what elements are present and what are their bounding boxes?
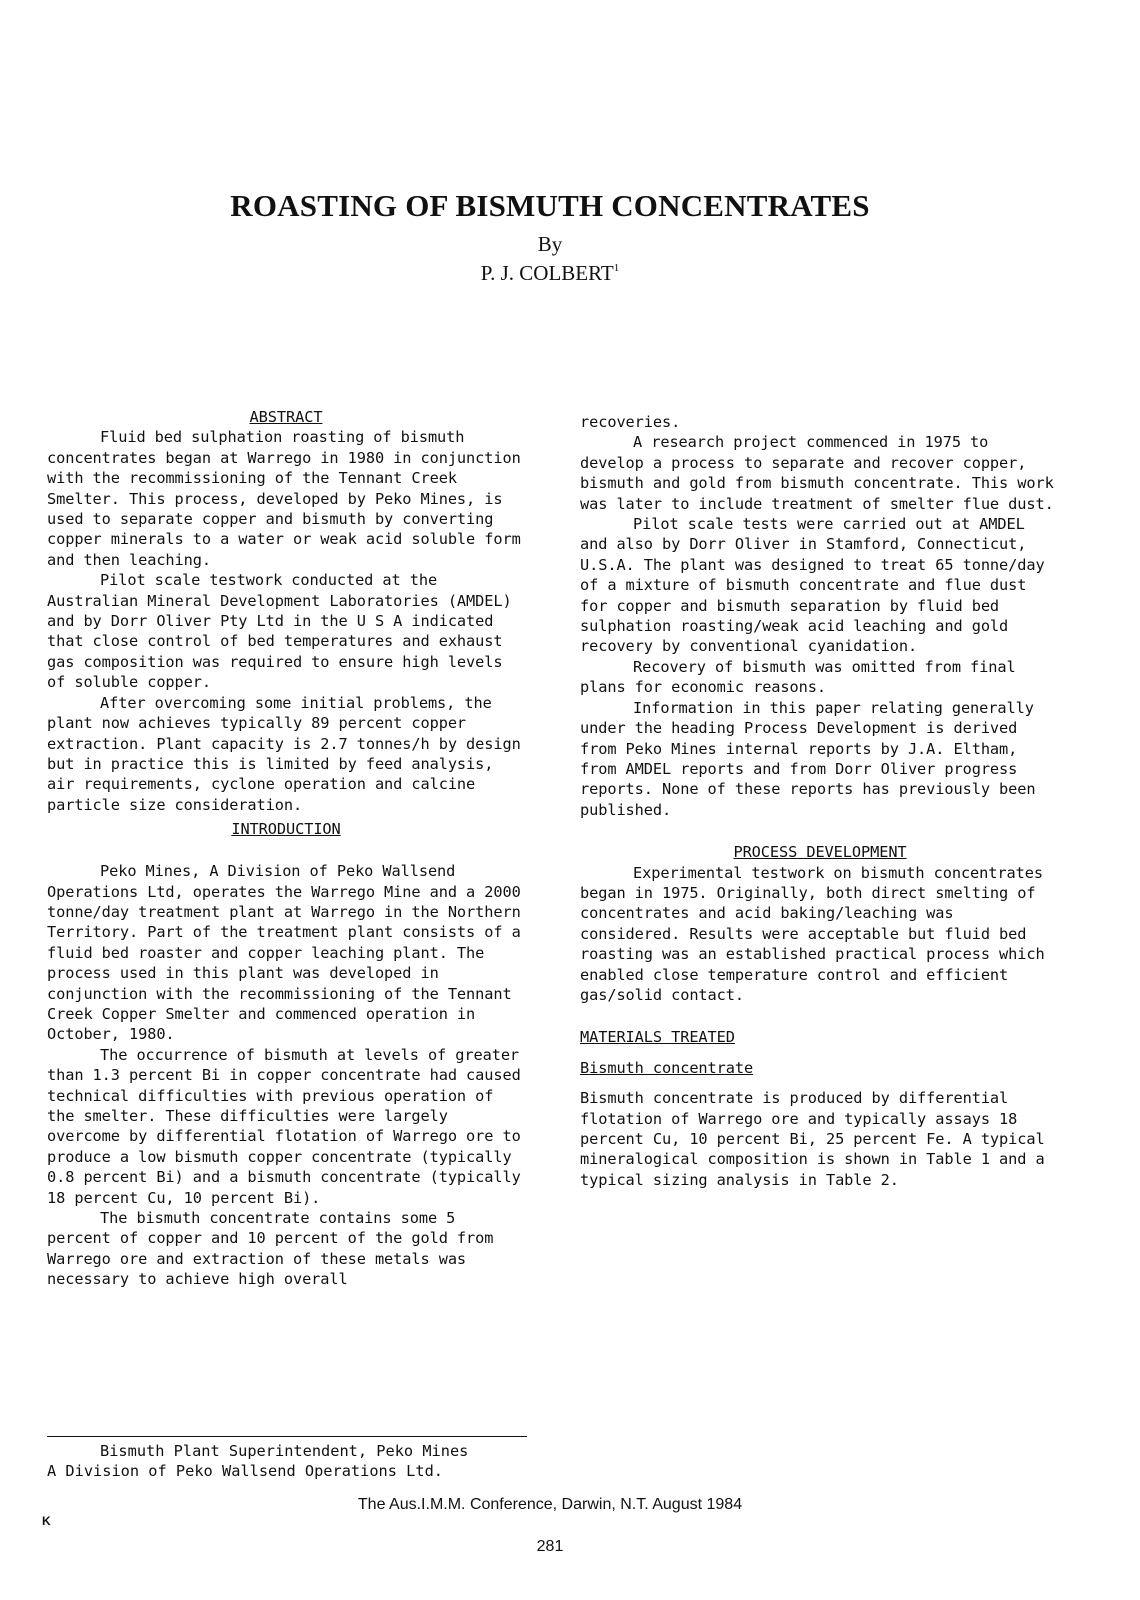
materials-treated-paragraph: Bismuth concentrate is produced by differential flotation of Warrego ore and typically assays 18 percent Cu, 10 percent Bi, 25 percent Fe. A typical mineralogical composition is shown in Table 1 and a typical sizing analysis in Table 2. [580, 1089, 1045, 1189]
materials-treated-heading: MATERIALS TREATED [580, 1028, 735, 1047]
conference-footer: The Aus.I.M.M. Conference, Darwin, N.T. August 1984 [357, 1496, 743, 1513]
introduction-paragraph: The bismuth concentrate contains some 5 percent of copper and 10 percent of the gold from Warrego ore and extraction of these metals was necessary to achieve high overall [47, 1209, 494, 1289]
introduction-paragraph: Pilot scale tests were carried out at AMDEL and also by Dorr Oliver in Stamford, Connecticut, U.S.A. The plant was designed to treat 65 tonne/day of a mixture of bismuth concentrate and flue dust for copper and bismuth separation by fluid bed sulphation roasting/weak acid leaching and gold recovery by conventional cyanidation. [580, 515, 1045, 656]
introduction-paragraph: Recovery of bismuth was omitted from final plans for economic reasons. [580, 657, 1016, 697]
footnote-line: A Division of Peko Wallsend Operations Ltd. [47, 1462, 444, 1481]
introduction-paragraph: A research project commenced in 1975 to develop a process to separate and recover copper, bismuth and gold from bismuth concentrate. This work was later to include treatment of smelter flue dust. [580, 433, 1054, 513]
page-number: 281 [536, 1538, 564, 1555]
introduction-paragraph: Peko Mines, A Division of Peko Wallsend Operations Ltd, operates the Warrego Mine and a 2000 tonne/day treatment plant at Warrego in the Northern Territory. Part of the treatment plant consists of a fluid bed roaster and copper leaching plant. The process used in this plant was developed in conjunction with the recommissioning of the Tennant Creek Copper Smelter and commenced operation in October, 1980. [47, 862, 521, 1044]
bismuth-concentrate-subheading: Bismuth concentrate [580, 1058, 754, 1077]
author-footnote [47, 1436, 527, 1482]
process-development-heading: PROCESS DEVELOPMENT [733, 843, 907, 862]
right-column [580, 412, 1060, 1190]
author-name [0, 261, 1100, 286]
process-development-paragraph: Experimental testwork on bismuth concentrates began in 1975. Originally, both direct smelting of concentrates and acid baking/leaching was considered. Results were acceptable but fluid bed roasting was an established practical process which enabled close temperature control and efficient gas/solid contact. [580, 863, 1045, 1004]
footnote-line: Bismuth Plant Superintendent, Peko Mines [100, 1442, 469, 1460]
introduction-paragraph: Information in this paper relating generally under the heading Process Development is derived from Peko Mines internal reports by J.A. Eltham, from AMDEL reports and from Dorr Oliver progress reports. None of these reports has previously been published. [580, 698, 1036, 819]
paper-title: ROASTING OF BISMUTH CONCENTRATES [230, 188, 870, 223]
abstract-paragraph: After overcoming some initial problems, the plant now achieves typically 89 percent copper extraction. Plant capacity is 2.7 tonnes/h by design but in practice this is limited by feed analysis, air requirements, cyclone operation and calcine particle size consideration. [47, 693, 521, 814]
introduction-paragraph: The occurrence of bismuth at levels of greater than 1.3 percent Bi in copper concentrate had caused technical difficulties with previous operation of the smelter. These difficulties were largely overcome by differential flotation of Warrego ore to produce a low bismuth copper concentrate (typically 0.8 percent Bi) and a bismuth concentrate (typically 18 percent Cu, 10 percent Bi). [47, 1045, 521, 1207]
abstract-paragraph: Fluid bed sulphation roasting of bismuth concentrates began at Warrego in 1980 in conjunction with the recommissioning of the Tennant Creek Smelter. This process, developed by Peko Mines, is used to separate copper and bismuth by converting copper minerals to a water or weak acid soluble form and then leaching. [47, 428, 521, 569]
author-name-text: P. J. COLBERT [480, 261, 614, 285]
abstract-heading: ABSTRACT [249, 408, 323, 426]
introduction-continuation: recoveries. [580, 413, 681, 431]
margin-mark: K [42, 1514, 51, 1528]
abstract-paragraph: Pilot scale testwork conducted at the Australian Mineral Development Laboratories (AMDEL) and by Dorr Oliver Pty Ltd in the U S A indicated that close control of bed temperatures and exhaust gas composition was required to ensure high levels of soluble copper. [47, 571, 512, 692]
introduction-heading: INTRODUCTION [231, 820, 341, 839]
author-footnote-mark: 1 [613, 262, 620, 274]
byline: By [537, 232, 563, 256]
left-column [47, 407, 525, 1290]
